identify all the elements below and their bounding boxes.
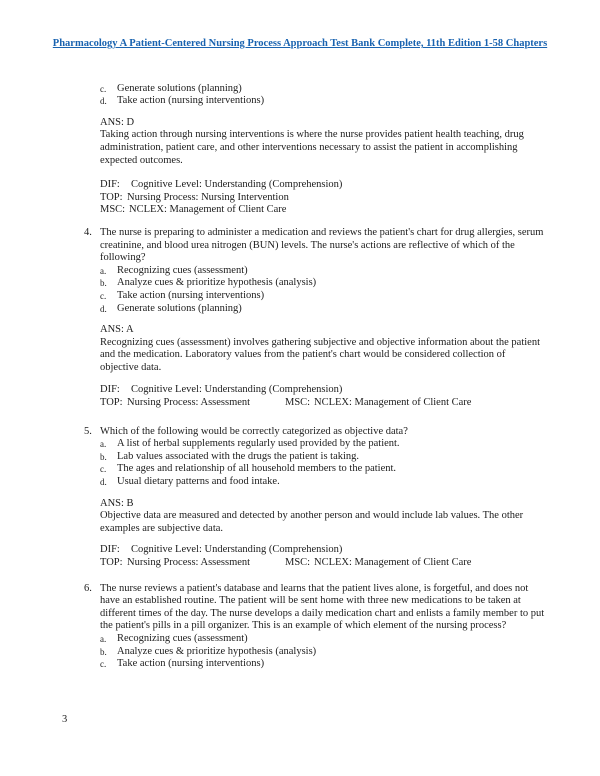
question-number: 6.	[84, 582, 92, 594]
question-text: The nurse reviews a patient's database and learns that the patient lives alone, is forgetful, and does not have an established routine. The patient will be sent home with three new medications to be taken at different times of the day. The nurse develops a daily medication chart and enlists a family member to put the patient's pills in a pill organizer. This is an example of which element of the nursing process?	[100, 582, 545, 632]
rationale-text: Taking action through nursing interventions is where the nurse provides patient health teaching, drug administration, patient care, and other interventions necessary to assist the patient in accomplishing expected outcomes.	[100, 129, 524, 166]
meta-row	[100, 179, 546, 192]
option-text: Recognizing cues (assessment)	[117, 264, 248, 276]
option-letter: b.	[100, 278, 107, 289]
question-number: 5.	[84, 425, 92, 437]
answer-line: ANS: D	[100, 116, 135, 128]
meta-label: TOP:	[100, 397, 123, 409]
option-row	[100, 633, 546, 646]
page-number: 3	[62, 714, 68, 725]
option-letter: c.	[100, 290, 107, 301]
meta-label: TOP:	[100, 191, 123, 203]
option-text: The ages and relationship of all household members to the patient.	[117, 463, 397, 475]
meta-value: NCLEX: Management of Client Care	[314, 397, 472, 409]
meta-label: MSC:	[285, 397, 311, 409]
option-row	[100, 451, 546, 464]
q4-options	[100, 265, 546, 315]
meta-value: Nursing Process: Nursing Intervention	[127, 191, 289, 203]
rationale-text: Objective data are measured and detected by another person and would include lab values. The other examples are subjective data.	[100, 510, 524, 534]
option-letter: d.	[100, 303, 107, 314]
answer-line: ANS: B	[100, 497, 134, 509]
answer-line: ANS: A	[100, 324, 134, 336]
option-text: Analyze cues & prioritize hypothesis (analysis)	[117, 645, 317, 657]
option-letter: a.	[100, 439, 107, 450]
title-link[interactable]: Pharmacology A Patient-Centered Nursing Process Approach Test Bank Complete, 11th Edition 1-58 Chapters	[52, 38, 548, 49]
q3-answer-block	[100, 117, 546, 167]
option-row	[100, 476, 546, 489]
q5-answer-block	[100, 498, 546, 536]
question-text: Which of the following would be correctly categorized as objective data?	[100, 425, 408, 437]
option-text: Generate solutions (planning)	[117, 302, 242, 314]
option-row	[100, 265, 546, 278]
question-5	[84, 425, 546, 489]
option-text: Lab values associated with the drugs the patient is taking.	[117, 450, 360, 462]
option-row	[100, 658, 546, 671]
question-number: 4.	[84, 226, 92, 238]
option-row	[100, 646, 546, 659]
meta-row	[100, 192, 546, 205]
meta-value: Nursing Process: Assessment	[127, 397, 251, 409]
question-4	[84, 226, 546, 315]
meta-label: DIF:	[100, 544, 120, 556]
option-row	[100, 438, 546, 451]
meta-value: Nursing Process: Assessment	[127, 557, 251, 568]
option-text: Recognizing cues (assessment)	[117, 632, 248, 644]
meta-row	[100, 204, 546, 217]
meta-label: TOP:	[100, 557, 123, 568]
meta-row	[100, 557, 546, 570]
meta-label: DIF:	[100, 179, 120, 191]
meta-label: DIF:	[100, 384, 120, 396]
option-row	[100, 83, 546, 96]
meta-label: MSC:	[285, 557, 311, 568]
q5-meta	[100, 544, 546, 569]
option-text: Usual dietary patterns and food intake.	[117, 476, 280, 488]
option-row	[100, 95, 546, 108]
option-letter: d.	[100, 477, 107, 488]
option-letter: a.	[100, 265, 107, 276]
q4-meta	[100, 384, 546, 409]
meta-value: NCLEX: Management of Client Care	[314, 557, 472, 568]
q3-options	[100, 83, 546, 108]
option-row	[100, 463, 546, 476]
option-letter: c.	[100, 464, 107, 475]
option-text: Take action (nursing interventions)	[117, 658, 265, 670]
option-text: Generate solutions (planning)	[117, 82, 242, 94]
option-letter: b.	[100, 646, 107, 657]
meta-row	[100, 384, 546, 397]
meta-value: Cognitive Level: Understanding (Comprehension)	[131, 384, 343, 396]
option-text: Analyze cues & prioritize hypothesis (analysis)	[117, 277, 317, 289]
page-content	[84, 82, 546, 671]
q3-meta	[100, 179, 546, 217]
q5-options	[100, 438, 546, 488]
question-6	[84, 582, 546, 671]
option-letter: a.	[100, 633, 107, 644]
meta-row	[100, 544, 546, 557]
option-row	[100, 277, 546, 290]
option-letter: c.	[100, 83, 107, 94]
meta-row	[100, 397, 546, 410]
option-row	[100, 290, 546, 303]
option-text: A list of herbal supplements regularly used provided by the patient.	[117, 438, 400, 450]
meta-value: Cognitive Level: Understanding (Comprehension)	[131, 544, 343, 556]
meta-label: MSC:	[100, 204, 126, 216]
meta-value: Cognitive Level: Understanding (Comprehension)	[131, 179, 343, 191]
document-header	[0, 38, 600, 51]
option-row	[100, 303, 546, 316]
meta-value: NCLEX: Management of Client Care	[129, 204, 287, 216]
option-letter: d.	[100, 96, 107, 107]
q4-answer-block	[100, 324, 546, 374]
option-letter: b.	[100, 451, 107, 462]
question-text: The nurse is preparing to administer a medication and reviews the patient's chart for drug allergies, serum creatinine, and blood urea nitrogen (BUN) levels. The nurse's actions are reflective of which of the following?	[100, 226, 544, 264]
option-text: Take action (nursing interventions)	[117, 289, 265, 301]
option-letter: c.	[100, 659, 107, 670]
rationale-text: Recognizing cues (assessment) involves gathering subjective and objective information about the patient and the medication. Laboratory values from the patient's chart would be considered collection of objective data.	[100, 336, 541, 373]
option-text: Take action (nursing interventions)	[117, 95, 265, 107]
q6-options	[100, 633, 546, 671]
